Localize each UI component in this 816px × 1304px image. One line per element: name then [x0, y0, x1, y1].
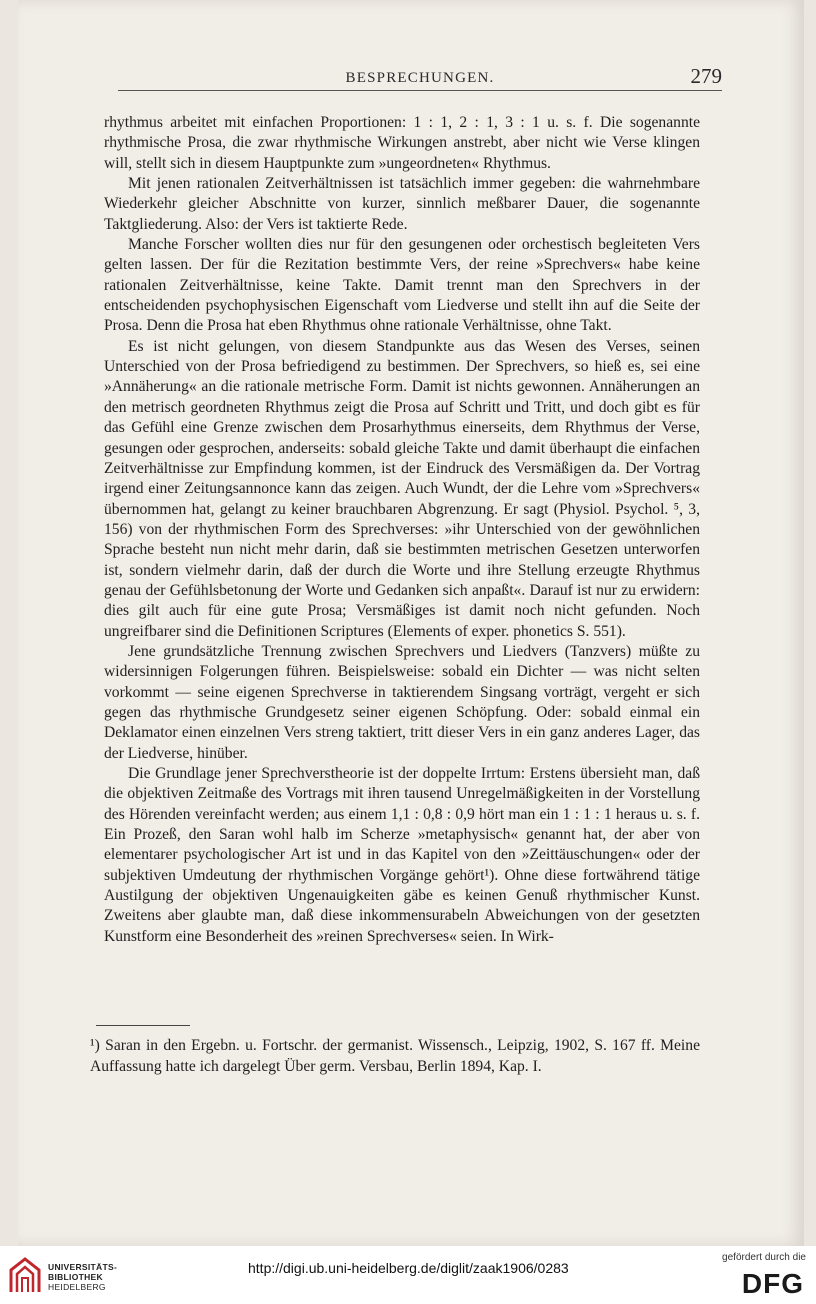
funded-by-label: gefördert durch die: [722, 1252, 806, 1263]
library-name: [48, 1262, 117, 1292]
footnote: ¹) Saran in den Ergebn. u. Fortschr. der germanist. Wissensch., Leipzig, 1902, S. 167 ff. Meine Auffassung hatte ich dargelegt Über germ. Versbau, Berlin 1894, Kap. I.: [90, 1037, 700, 1075]
library-name-line: HEIDELBERG: [48, 1282, 106, 1292]
paragraph: rhythmus arbeitet mit einfachen Proportionen: 1 : 1, 2 : 1, 3 : 1 u. s. f. Die sogenannte rhythmische Prosa, die zwar rhythmische Wirkungen anstrebt, aber nicht wie Verse klingen will, stellt sich in diesem Hauptpunkte zum »ungeordneten« Rhythmus.: [104, 114, 700, 172]
body-text: [104, 113, 700, 947]
library-name-line: UNIVERSITÄTS-: [48, 1262, 118, 1272]
dfg-logo: DFG: [741, 1268, 804, 1299]
running-header: [118, 64, 722, 91]
paragraph: Es ist nicht gelungen, von diesem Standpunkte aus das Wesen des Verses, seinen Unterschied von der Prosa befriedigend zu bestimmen. Der Sprechvers, so hieß es, sei eine »Annäherung« an die rationale metrische Form. Damit ist nichts gewonnen. Annäherungen an den metrisch geordneten Rhythmus zeigt die Prosa auf Schritt und Tritt, und doch gibt es für das Gefühl eine Grenze zwischen dem Prosarhythmus einerseits, dem Rhythmus der Verse, gesungen oder gesprochen, anderseits: sobald gleiche Takte und damit überhaupt die einfachen Zeitverhältnisse zur Empfindung kommen, ist der Eindruck des Versmäßigen da. Der Vortrag irgend einer Zeitungsannonce kann das zeigen. Auch Wundt, der die Lehre vom »Sprechvers« übernommen hat, gelangt zu keiner brauchbaren Abgrenzung. Er sagt (Physiol. Psychol. ⁵, 3, 156) von der rhythmischen Form des Sprechverses: »ihr Unterschied von der gewöhnlichen Sprache besteht nun nicht mehr darin, daß sie bestimmten metrischen Gesetzen unterworfen ist, sondern vielmehr darin, daß der durch die Worte und ihre Stellung erzeugte Rhythmus genau der Gefühlsbetonung der Worte und Gedanken sich anpaßt«. Darauf ist nur zu erwidern: dies gilt auch für eine gute Prosa; Versmäßiges ist damit noch nicht gefunden. Noch ungreifbarer sind die Definitionen Scriptures (Elements of exper. phonetics S. 551).: [104, 337, 700, 640]
footnote-rule: [96, 1025, 190, 1026]
permalink-url[interactable]: http://digi.ub.uni-heidelberg.de/diglit/zaak1906/0283: [248, 1260, 569, 1276]
university-library-logo-icon: [8, 1256, 42, 1294]
page-number: 279: [690, 64, 722, 88]
paragraph: Manche Forscher wollten dies nur für den gesungenen oder orchestisch begleiteten Vers gelten lassen. Der für die Rezitation bestimmte Vers, der reine »Sprechvers« habe keine rationalen Zeitverhältnisse, keine Takte. Damit trennt man den Sprechvers in der entscheidenden psychophysischen Eigenschaft vom Liedverse und stellt ihn auf die Seite der Prosa. Denn die Prosa hat eben Rhythmus ohne rationale Verhältnisse, ohne Takt.: [104, 236, 700, 335]
viewer-footer: [0, 1246, 816, 1304]
running-title: BESPRECHUNGEN.: [345, 70, 495, 86]
library-name-line: BIBLIOTHEK: [48, 1272, 103, 1282]
paragraph: Jene grundsätzliche Trennung zwischen Sprechvers und Liedvers (Tanzvers) müßte zu widersinnigen Folgerungen führen. Beispielsweise: sobald ein Dichter — was nicht selten vorkommt — seine eigenen Sprechverse in taktierendem Singsang vorträgt, vergeht er sich gegen das rhythmische Grundgesetz seiner eigenen Schöpfung. Oder: sobald einmal ein Deklamator einen einzelnen Vers streng taktiert, tritt dieser Vers in ein ganz anderes Lager, das der Liedverse, hinüber.: [104, 642, 700, 762]
paragraph: Die Grundlage jener Sprechverstheorie ist der doppelte Irrtum: Erstens übersieht man, daß die objektiven Zeitmaße des Vortrags mit ihren tausend Unregelmäßigkeiten in der Vorstellung des Hörenden vereinfacht werden; aus einem 1,1 : 0,8 : 0,9 hört man ein 1 : 1 : 1 heraus u. s. f. Ein Prozeß, den Saran wohl halb im Scherze »metaphysisch« genannt hat, der aber von elementarer psychologischer Art ist und in das Kapitel von den »Zeittäuschungen« oder der subjektiven Umdeutung der rhythmischen Vorgänge gehört¹). Ohne diese fortwährend tätige Austilgung der objektiven Ungenauigkeiten gäbe es keinen Genuß rhythmischer Kunst. Zweitens aber glaubte man, daß diese inkommensurabeln Abweichungen von der gesetzten Kunstform eine Besonderheit des »reinen Sprechverses« seien. In Wirk-: [104, 765, 700, 945]
paragraph: Mit jenen rationalen Zeitverhältnissen ist tatsächlich immer gegeben: die wahrnehmbare Wiederkehr gleicher Abschnitte von kurzer, sinnlich meßbarer Dauer, die sogenannte Taktgliederung. Also: der Vers ist taktierte Rede.: [104, 175, 700, 233]
